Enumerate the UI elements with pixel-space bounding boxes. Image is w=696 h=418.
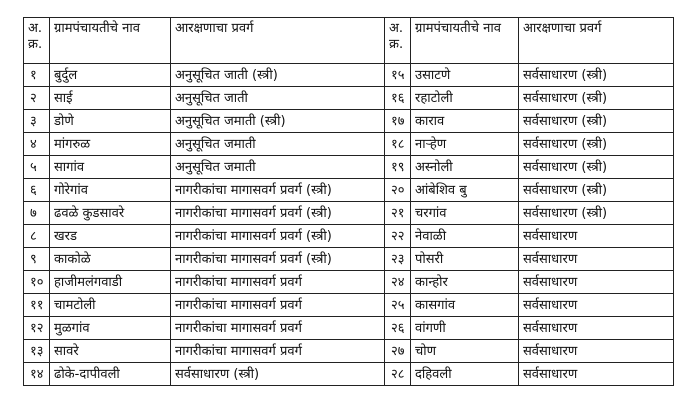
village-name-cell: गोरेगांव [50, 179, 171, 202]
header-village-name-right: ग्रामपंचायतीचे नाव [411, 18, 519, 64]
village-name-cell: आंबेशिव बु [411, 179, 519, 202]
reservation-category-cell: सर्वसाधारण [519, 225, 674, 248]
table-row [24, 225, 674, 248]
serial-no-cell: ६ [24, 179, 50, 202]
reservation-category-cell: नागरीकांचा मागासवर्ग प्रवर्ग (स्त्री) [171, 248, 385, 271]
table-row [24, 271, 674, 294]
table-row [24, 179, 674, 202]
village-name-cell: हाजीमलंगवाडी [50, 271, 171, 294]
serial-no-cell: २५ [385, 294, 411, 317]
header-reservation-category-right: आरक्षणाचा प्रवर्ग [519, 18, 674, 64]
serial-no-cell: २३ [385, 248, 411, 271]
reservation-category-cell: सर्वसाधारण [519, 363, 674, 386]
header-row [24, 18, 674, 64]
serial-no-cell: ८ [24, 225, 50, 248]
reservation-category-cell: सर्वसाधारण (स्त्री) [519, 133, 674, 156]
serial-no-cell: १ [24, 64, 50, 87]
table-row [24, 156, 674, 179]
village-name-cell: चामटोली [50, 294, 171, 317]
reservation-table-container [23, 17, 673, 386]
serial-no-cell: १९ [385, 156, 411, 179]
reservation-category-cell: नागरीकांचा मागासवर्ग प्रवर्ग (स्त्री) [171, 225, 385, 248]
serial-no-cell: २४ [385, 271, 411, 294]
serial-no-cell: १४ [24, 363, 50, 386]
village-name-cell: नाऱ्हेण [411, 133, 519, 156]
table-row [24, 87, 674, 110]
serial-no-cell: २६ [385, 317, 411, 340]
reservation-category-cell: नागरीकांचा मागासवर्ग प्रवर्ग [171, 340, 385, 363]
table-row [24, 317, 674, 340]
reservation-category-cell: सर्वसाधारण (स्त्री) [171, 363, 385, 386]
serial-no-cell: १२ [24, 317, 50, 340]
village-name-cell: बुर्दुल [50, 64, 171, 87]
serial-no-cell: २ [24, 87, 50, 110]
village-name-cell: पोसरी [411, 248, 519, 271]
village-name-cell: साई [50, 87, 171, 110]
table-row [24, 294, 674, 317]
serial-no-cell: २० [385, 179, 411, 202]
reservation-table [23, 17, 674, 386]
serial-no-cell: ९ [24, 248, 50, 271]
serial-no-cell: ४ [24, 133, 50, 156]
table-body [24, 64, 674, 386]
serial-no-cell: १७ [385, 110, 411, 133]
village-name-cell: कासगांव [411, 294, 519, 317]
village-name-cell: काकोळे [50, 248, 171, 271]
table-row [24, 340, 674, 363]
serial-no-cell: १३ [24, 340, 50, 363]
village-name-cell: चरगांव [411, 202, 519, 225]
serial-no-cell: १८ [385, 133, 411, 156]
header-village-name-left: ग्रामपंचायतीचे नाव [50, 18, 171, 64]
reservation-category-cell: सर्वसाधारण (स्त्री) [519, 110, 674, 133]
reservation-category-cell: नागरीकांचा मागासवर्ग प्रवर्ग [171, 294, 385, 317]
village-name-cell: ढवळे कुडसावरे [50, 202, 171, 225]
reservation-category-cell: सर्वसाधारण [519, 248, 674, 271]
village-name-cell: नेवाळी [411, 225, 519, 248]
table-row [24, 133, 674, 156]
village-name-cell: सागांव [50, 156, 171, 179]
reservation-category-cell: सर्वसाधारण [519, 317, 674, 340]
reservation-category-cell: सर्वसाधारण (स्त्री) [519, 202, 674, 225]
village-name-cell: सावरे [50, 340, 171, 363]
serial-no-cell: २२ [385, 225, 411, 248]
village-name-cell: रहाटोली [411, 87, 519, 110]
reservation-category-cell: अनुसूचित जमाती [171, 133, 385, 156]
serial-no-cell: ५ [24, 156, 50, 179]
reservation-category-cell: सर्वसाधारण (स्त्री) [519, 156, 674, 179]
village-name-cell: काराव [411, 110, 519, 133]
header-reservation-category-left: आरक्षणाचा प्रवर्ग [171, 18, 385, 64]
reservation-category-cell: नागरीकांचा मागासवर्ग प्रवर्ग [171, 271, 385, 294]
village-name-cell: अस्नोली [411, 156, 519, 179]
serial-no-cell: १० [24, 271, 50, 294]
serial-no-cell: १६ [385, 87, 411, 110]
serial-no-cell: २७ [385, 340, 411, 363]
serial-no-cell: २१ [385, 202, 411, 225]
reservation-category-cell: अनुसूचित जाती (स्त्री) [171, 64, 385, 87]
village-name-cell: कान्होर [411, 271, 519, 294]
reservation-category-cell: नागरीकांचा मागासवर्ग प्रवर्ग (स्त्री) [171, 179, 385, 202]
table-row [24, 110, 674, 133]
serial-no-cell: ७ [24, 202, 50, 225]
reservation-category-cell: सर्वसाधारण [519, 340, 674, 363]
village-name-cell: दहिवली [411, 363, 519, 386]
village-name-cell: चोण [411, 340, 519, 363]
reservation-category-cell: अनुसूचित जाती [171, 87, 385, 110]
table-row [24, 363, 674, 386]
reservation-category-cell: सर्वसाधारण [519, 294, 674, 317]
reservation-category-cell: सर्वसाधारण (स्त्री) [519, 64, 674, 87]
reservation-category-cell: नागरीकांचा मागासवर्ग प्रवर्ग (स्त्री) [171, 202, 385, 225]
reservation-category-cell: सर्वसाधारण [519, 271, 674, 294]
village-name-cell: डोणे [50, 110, 171, 133]
serial-no-cell: ३ [24, 110, 50, 133]
header-serial-no-left: अ. क्र. [24, 18, 50, 64]
table-row [24, 248, 674, 271]
reservation-category-cell: सर्वसाधारण (स्त्री) [519, 179, 674, 202]
header-serial-no-right: अ. क्र. [385, 18, 411, 64]
village-name-cell: ढोके-दापीवली [50, 363, 171, 386]
serial-no-cell: ११ [24, 294, 50, 317]
village-name-cell: उसाटणे [411, 64, 519, 87]
reservation-category-cell: नागरीकांचा मागासवर्ग प्रवर्ग [171, 317, 385, 340]
table-row [24, 64, 674, 87]
serial-no-cell: २८ [385, 363, 411, 386]
reservation-category-cell: सर्वसाधारण (स्त्री) [519, 87, 674, 110]
village-name-cell: मुळगांव [50, 317, 171, 340]
village-name-cell: मांगरुळ [50, 133, 171, 156]
reservation-category-cell: अनुसूचित जमाती (स्त्री) [171, 110, 385, 133]
reservation-category-cell: अनुसूचित जमाती [171, 156, 385, 179]
serial-no-cell: १५ [385, 64, 411, 87]
village-name-cell: वांगणी [411, 317, 519, 340]
village-name-cell: खरड [50, 225, 171, 248]
table-row [24, 202, 674, 225]
